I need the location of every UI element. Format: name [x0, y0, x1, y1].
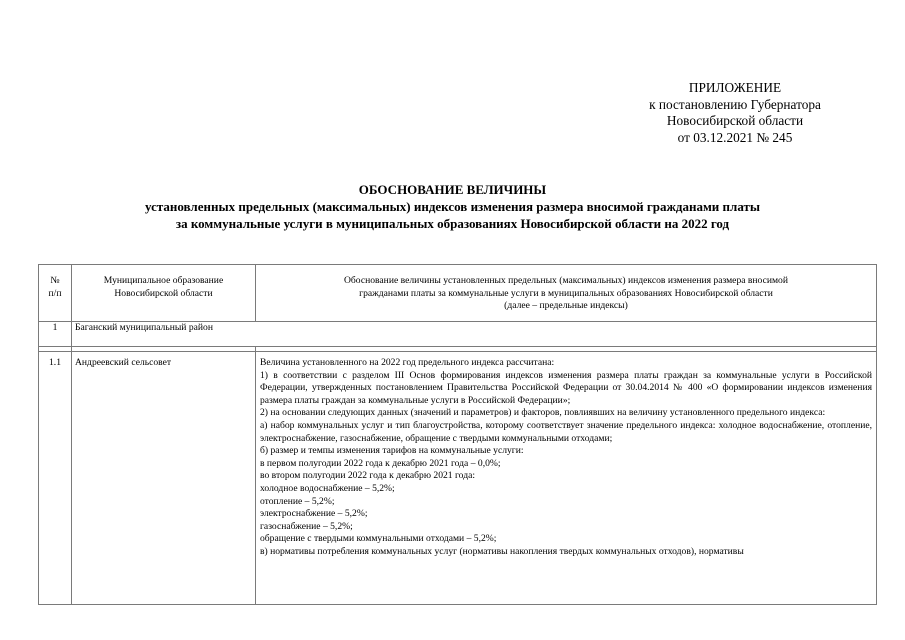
title-line: за коммунальные услуги в муниципальных образованиях Новосибирской области на 2022 год	[175, 216, 730, 231]
appendix-title: ПРИЛОЖЕНИЕ	[688, 80, 782, 95]
justification-paragraph: 1) в соответствии с разделом III Основ формирования индексов изменения размера платы граждан за коммунальные услуги в Российской Федерации, утвержденных постановлением Правительства Российской Федерации от 30.04.2014 № 400 «О формировании индексов изменения размера платы граждан за коммунальные услуги в Российской Федерации»;	[260, 369, 872, 406]
header-number-line: п/п	[48, 287, 62, 299]
justification-paragraph: во втором полугодии 2022 года к декабрю 2021 года:	[260, 470, 476, 482]
section-name: Баганский муниципальный район	[72, 322, 877, 347]
table-header-row	[39, 265, 877, 322]
appendix-date: от 03.12.2021 № 245	[677, 129, 793, 145]
appendix-line: к постановлению Губернатора	[649, 96, 821, 112]
header-justification-line: Обоснование величины установленных предельных (максимальных) индексов изменения размера вносимой	[343, 275, 788, 286]
justification-paragraph: газоснабжение – 5,2%;	[260, 520, 353, 532]
section-number: 1	[39, 322, 72, 347]
justification-paragraph: а) набор коммунальных услуг и тип благоустройства, которому соответствует значение предельного индекса: холодное водоснабжение, отопление, электроснабжение, газоснабжение, обращение с твердыми коммунальными отходами;	[260, 419, 872, 444]
title-line: установленных предельных (максимальных) индексов изменения размера вносимой гражданами платы	[144, 199, 761, 214]
row-municipality: Андреевский сельсовет	[72, 352, 256, 605]
justification-paragraph: обращение с твердыми коммунальными отходами – 5,2%;	[260, 533, 497, 545]
justification-paragraph: отопление – 5,2%;	[260, 495, 335, 507]
header-justification-line: гражданами платы за коммунальные услуги в муниципальных образованиях Новосибирской области	[359, 287, 773, 299]
appendix-block	[600, 80, 870, 146]
justification-paragraph: холодное водоснабжение – 5,2%;	[260, 482, 395, 494]
justification-table	[38, 264, 877, 605]
row-justification	[256, 352, 877, 605]
justification-paragraph: 2) на основании следующих данных (значений и параметров) и факторов, повлиявших на величину установленного предельного индекса:	[260, 407, 826, 419]
justification-paragraph: б) размер и темпы изменения тарифов на коммунальные услуги:	[260, 445, 524, 457]
header-municipality-line: Муниципальное образование	[103, 275, 224, 286]
row-number: 1.1	[39, 352, 72, 605]
header-justification	[256, 265, 877, 322]
justification-paragraph: электроснабжение – 5,2%;	[260, 508, 368, 520]
header-municipality-line: Новосибирской области	[114, 287, 213, 299]
justification-paragraph: Величина установленного на 2022 год предельного индекса рассчитана:	[260, 357, 555, 368]
document-title	[0, 181, 905, 232]
justification-paragraph: в) нормативы потребления коммунальных услуг (нормативы накопления твердых коммунальных отходов), нормативы	[260, 545, 744, 557]
header-number	[39, 265, 72, 322]
appendix-line: Новосибирской области	[666, 113, 804, 128]
header-municipality	[72, 265, 256, 322]
table-row	[39, 352, 877, 605]
title-line: ОБОСНОВАНИЕ ВЕЛИЧИНЫ	[358, 182, 547, 197]
header-number-line: №	[50, 275, 60, 286]
header-justification-line: (далее – предельные индексы)	[504, 300, 628, 312]
section-row	[39, 322, 877, 347]
justification-paragraph: в первом полугодии 2022 года к декабрю 2021 года – 0,0%;	[260, 457, 501, 469]
